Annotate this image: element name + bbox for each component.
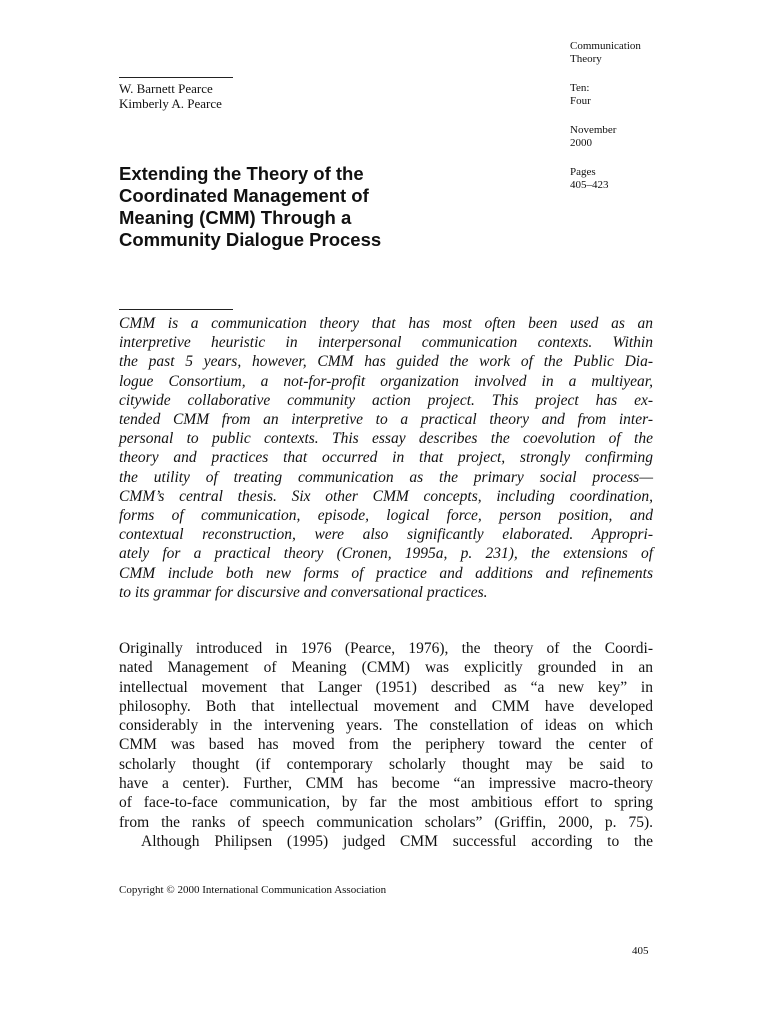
- abstract-line: interpretive heuristic in interpersonal communication contexts. Within: [119, 334, 653, 352]
- abstract-line: CMM include both new forms of practice and additions and refinements: [119, 564, 653, 582]
- author-list: [119, 81, 222, 111]
- page-number: 405: [632, 945, 649, 957]
- abstract-line: forms of communication, episode, logical force, person position, and: [119, 507, 653, 525]
- body-text: [119, 639, 653, 851]
- article-title: Extending the Theory of the Coordinated Management of Meaning (CMM) Through a Community Dialogue Process: [119, 163, 382, 250]
- abstract-line: CMM is a communication theory that has most often been used as an: [119, 315, 653, 332]
- abstract-line: logue Consortium, a not-for-profit organization involved in a multiyear,: [119, 372, 653, 390]
- copyright-notice: Copyright © 2000 International Communication Association: [119, 884, 387, 896]
- abstract-rule: [119, 309, 233, 310]
- author-name: W. Barnett Pearce: [119, 81, 213, 96]
- abstract-line: tended CMM from an interpretive to a practical theory and from inter-: [119, 411, 653, 429]
- body-line: Originally introduced in 1976 (Pearce, 1976), the theory of the Coordi-: [119, 640, 653, 657]
- body-line: considerably in the intervening years. The constellation of ideas on which: [119, 717, 653, 735]
- body-line: have a center). Further, CMM has become “an impressive macro-theory: [119, 775, 653, 793]
- journal-pages: Pages 405–423: [570, 166, 609, 191]
- body-line: of face-to-face communication, by far the most ambitious effort to spring: [119, 794, 653, 812]
- body-line: from the ranks of speech communication scholars” (Griffin, 2000, p. 75).: [119, 813, 653, 831]
- author-rule: [119, 77, 233, 78]
- journal-date: November 2000: [570, 124, 617, 149]
- journal-info: [570, 40, 720, 208]
- body-line: philosophy. Both that intellectual movement and CMM have developed: [119, 697, 653, 715]
- abstract-line: theory and practices that occurred in that project, strongly confirming: [119, 449, 653, 467]
- body-line: CMM was based has moved from the periphery toward the center of: [119, 736, 653, 754]
- abstract-line: ately for a practical theory (Cronen, 1995a, p. 231), the extensions of: [119, 545, 653, 563]
- abstract-line: the past 5 years, however, CMM has guided the work of the Public Dia-: [119, 353, 653, 371]
- abstract-line: CMM’s central thesis. Six other CMM concepts, including coordination,: [119, 487, 653, 505]
- body-line: Although Philipsen (1995) judged CMM successful according to the: [141, 832, 653, 850]
- abstract-line: contextual reconstruction, were also significantly elaborated. Appropri-: [119, 526, 653, 544]
- body-line: intellectual movement that Langer (1951) described as “a new key” in: [119, 678, 653, 696]
- body-line: scholarly thought (if contemporary scholarly thought may be said to: [119, 755, 653, 773]
- abstract: [119, 314, 653, 602]
- abstract-line: personal to public contexts. This essay describes the coevolution of the: [119, 430, 653, 448]
- journal-name: Communication Theory: [570, 40, 641, 65]
- abstract-line: citywide collaborative community action project. This project has ex-: [119, 391, 653, 409]
- abstract-line: the utility of treating communication as the primary social process—: [119, 468, 653, 486]
- author-name: Kimberly A. Pearce: [119, 96, 222, 111]
- abstract-line: to its grammar for discursive and conversational practices.: [119, 583, 488, 601]
- journal-volume: Ten: Four: [570, 82, 591, 107]
- body-line: nated Management of Meaning (CMM) was explicitly grounded in an: [119, 659, 653, 677]
